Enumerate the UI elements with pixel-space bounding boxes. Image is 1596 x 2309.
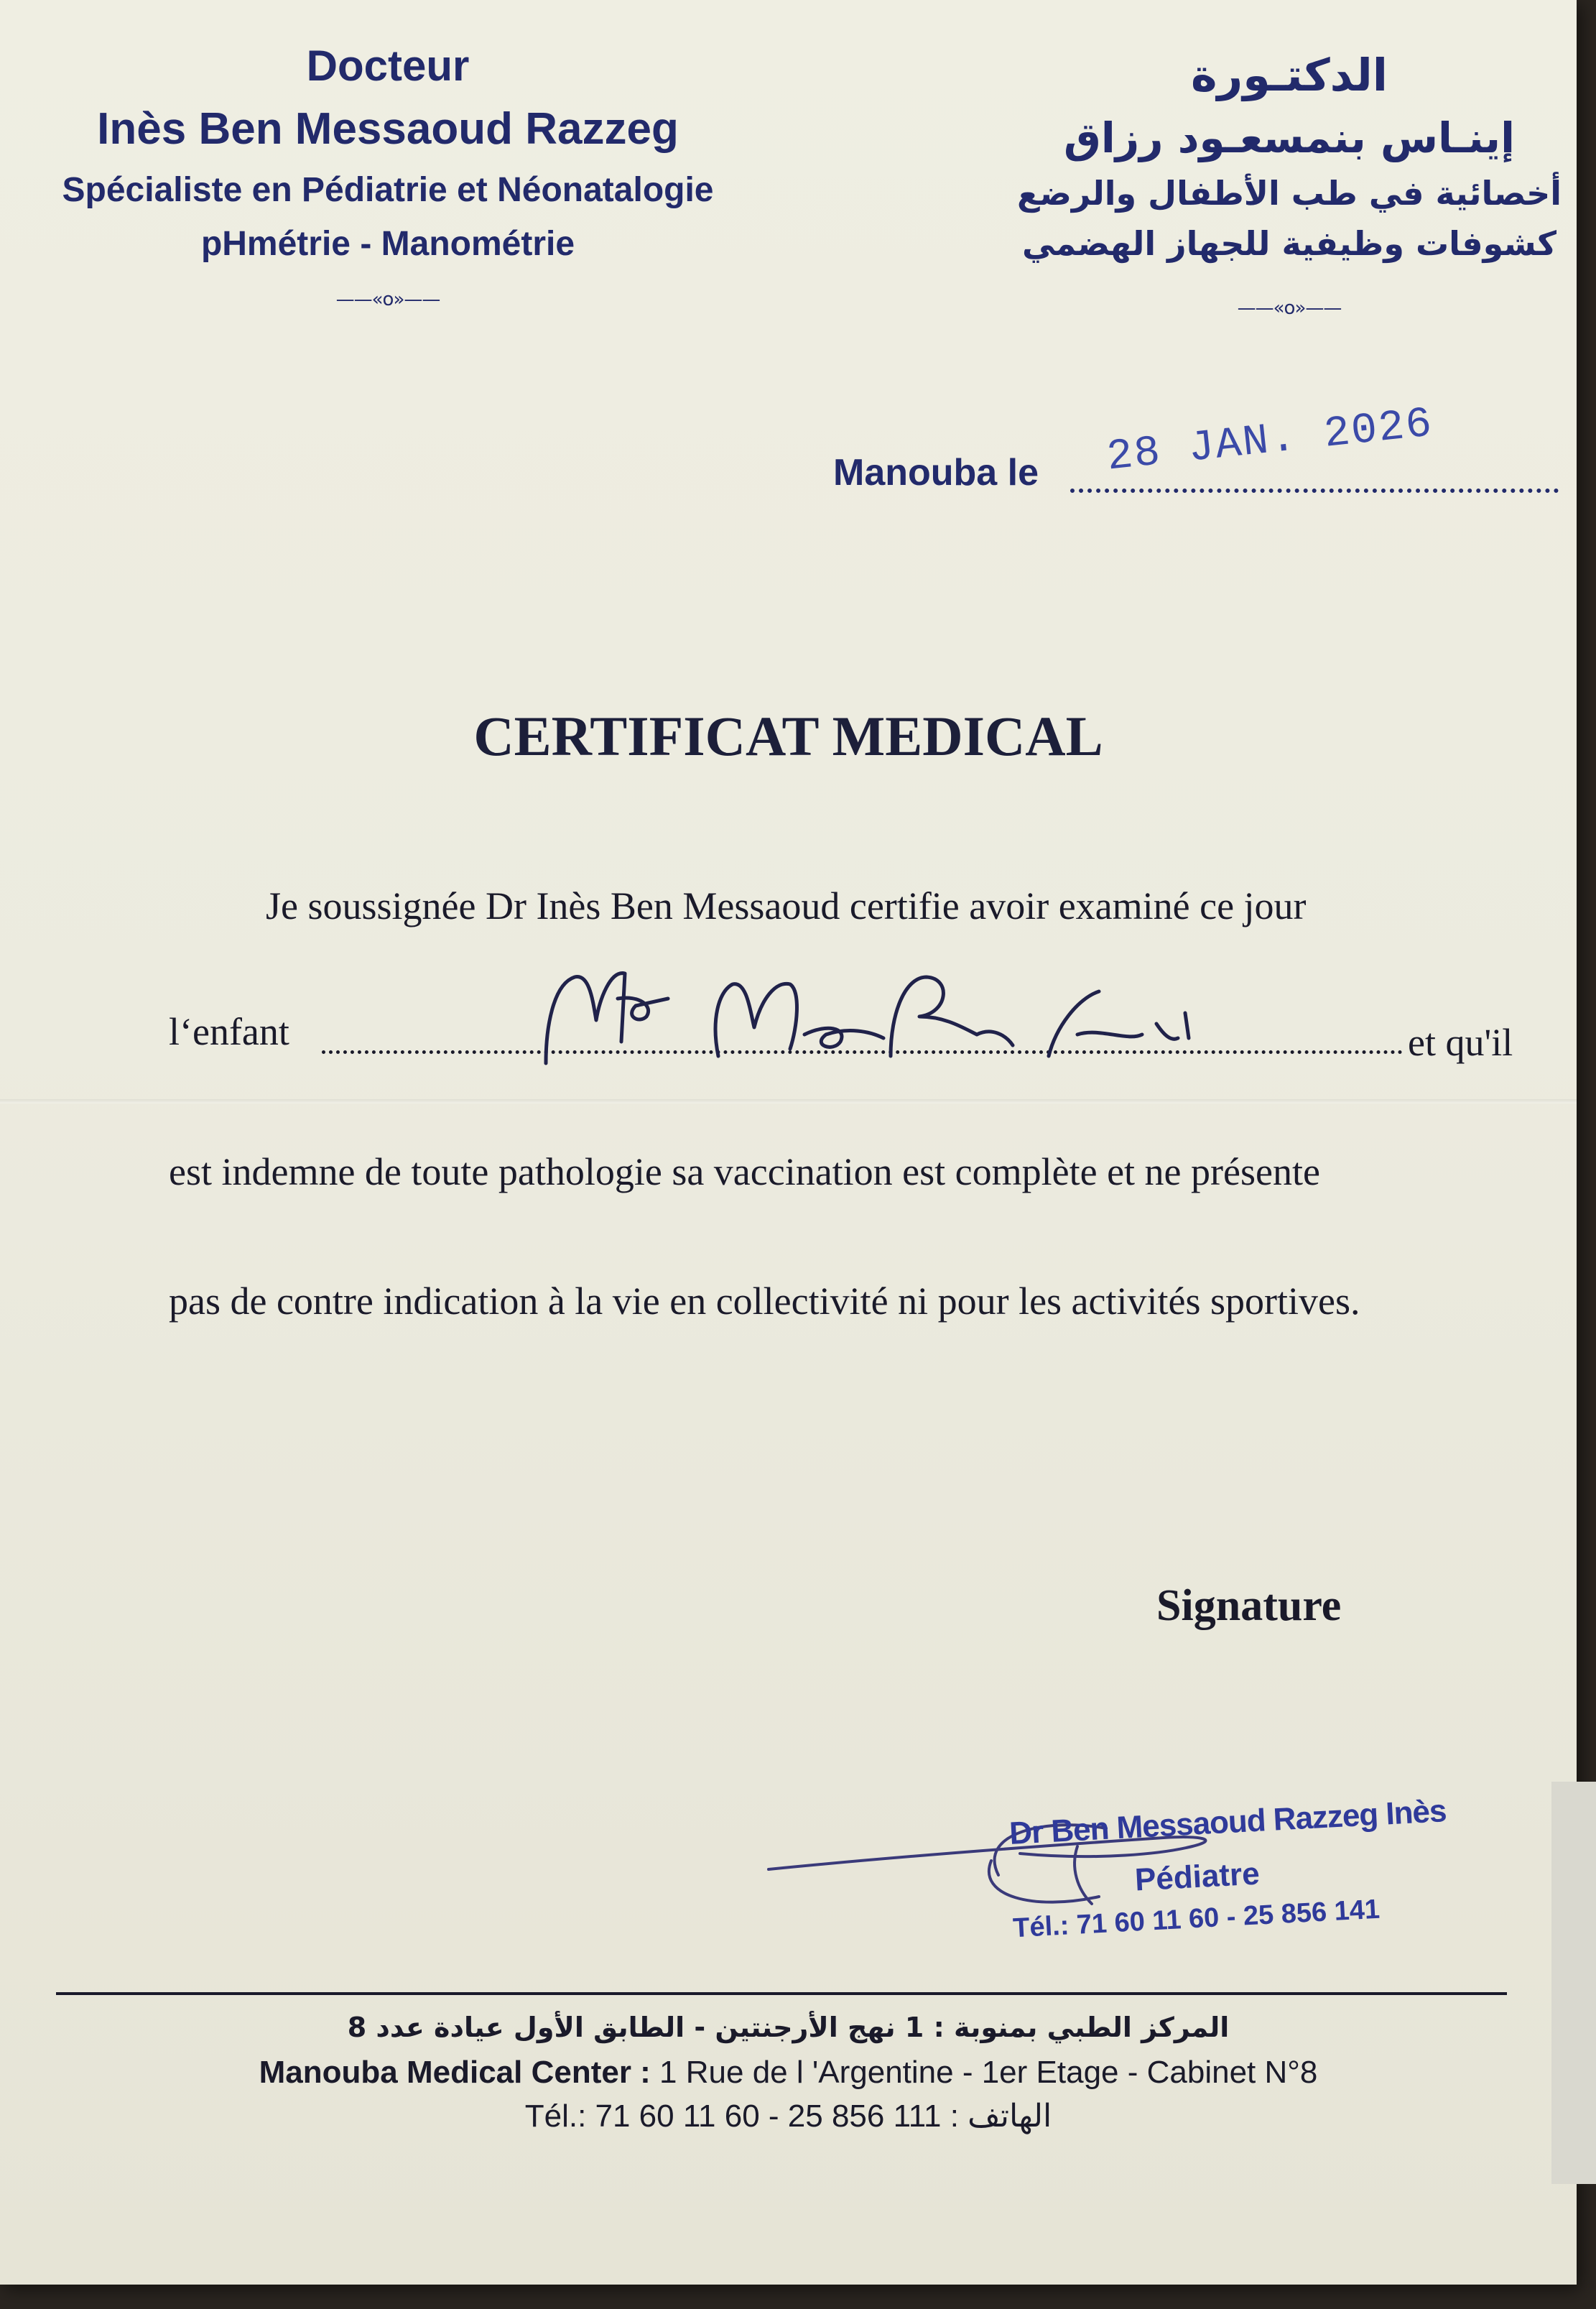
paper-fold [0,1099,1577,1103]
date-stamp: 28 JAN. 2026 [1104,399,1436,483]
date-dotted-line [1070,489,1559,493]
doctor-stamp [761,1789,1447,1954]
doctor-subspecialty-ar: كشوفات وظيفية للجهاز الهضمي [1022,224,1556,263]
ornament-divider: ——«o»—— [335,289,440,310]
footer-address-ar: المركز الطبي بمنوبة : 1 نهج الأرجنتين - الطابق الأول عيادة عدد 8 [347,2012,1230,2043]
footer-rule [56,1992,1507,1995]
doctor-name-ar: إينـاس بنمسعـود رزاق [1064,114,1515,162]
ornament-divider: ——«o»—— [1237,297,1342,319]
doctor-name-fr: Inès Ben Messaoud Razzeg [97,104,679,154]
doctor-subspecialty-fr: pHmétrie - Manométrie [200,225,575,263]
doctor-title-ar: الدكتـورة [1190,49,1388,101]
body-line-3: est indemne de toute pathologie sa vaccination est complète et ne présente [169,1150,1320,1193]
date-label: Manouba le [833,452,1039,494]
letterhead-french [43,36,733,310]
body-line-4: pas de contre indication à la vie en collectivité ni pour les activités sportives. [169,1280,1360,1323]
signature-label: Signature [1156,1581,1342,1630]
doctor-title-fr: Docteur [306,42,470,90]
certificate-title: CERTIFICAT MEDICAL [473,705,1103,767]
body-line-2-suffix: et qu'il [1408,1021,1513,1064]
footer-phone: Tél.: 71 60 11 60 - 25 856 111 : الهاتف [524,2099,1052,2134]
body-line-2-prefix: l‘enfant [169,1010,289,1053]
body-line-1: Je soussignée Dr Inès Ben Messaoud certifie avoir examiné ce jour [266,884,1307,927]
underlying-page-edge [1551,1782,1596,2184]
footer-center-name: Manouba Medical Center : [259,2055,651,2090]
handwritten-child-name [532,955,1221,1078]
footer-street: 1 Rue de l 'Argentine - 1er Etage - Cabinet N°8 [650,2055,1318,2090]
stamp-role: Pédiatre [1133,1856,1261,1898]
doctor-specialty-ar: أخصائية في طب الأطفال والرضع [1017,174,1562,213]
doctor-specialty-fr: Spécialiste en Pédiatrie et Néonatalogie [62,171,714,209]
letterhead-arabic [998,43,1580,319]
stamp-phone: Tél.: 71 60 11 60 - 25 856 141 [1012,1894,1381,1944]
footer-address-fr [0,2055,1577,2091]
stamp-name: Dr Ben Messaoud Razzeg Inès [1008,1793,1447,1851]
